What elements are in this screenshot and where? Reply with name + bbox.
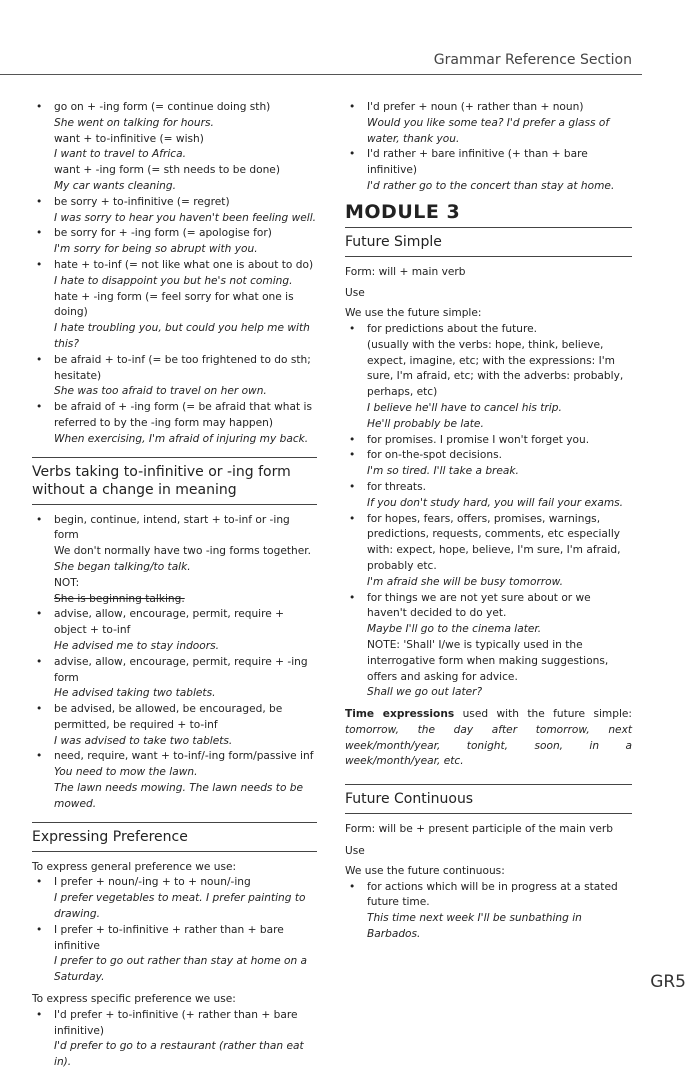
time-expressions-label: Time expressions bbox=[345, 708, 455, 721]
future-continuous-intro: We use the future continuous: bbox=[345, 864, 505, 877]
specific-pref-list bbox=[32, 1008, 317, 1071]
future-simple-form: Form: will + main verb bbox=[345, 265, 466, 278]
list-item bbox=[32, 875, 317, 922]
example-sentence: I was advised to take two tablets. bbox=[54, 734, 233, 747]
time-expressions-text: used with the future simple: bbox=[462, 708, 633, 721]
intro-list bbox=[32, 100, 317, 448]
example-sentence: He'll probably be late. bbox=[367, 417, 484, 430]
rule-text: • for on-the-spot decisions. bbox=[367, 449, 502, 462]
rule-text: She is beginning talking. bbox=[54, 592, 185, 605]
list-item bbox=[345, 512, 632, 591]
list-item bbox=[345, 480, 632, 512]
future-simple-use-label: Use bbox=[345, 287, 365, 300]
future-simple-list bbox=[345, 322, 632, 701]
rule-text: want + -ing form (= sth needs to be done) bbox=[54, 164, 280, 177]
example-sentence: She began talking/to talk. bbox=[54, 560, 191, 573]
rule-text: hate + -ing form (= feel sorry for what one is doing) bbox=[54, 290, 294, 319]
section-title-line: Verbs taking to-infinitive or -ing form bbox=[32, 463, 291, 480]
example-sentence: My car wants cleaning. bbox=[54, 179, 176, 192]
example-sentence: Shall we go out later? bbox=[367, 686, 483, 699]
list-item bbox=[345, 433, 632, 449]
rule-text: • hate + to-inf (= not like what one is about to do) bbox=[54, 258, 314, 271]
rule-text: want + to-infinitive (= wish) bbox=[54, 132, 204, 145]
future-continuous-list bbox=[345, 880, 632, 943]
rule-text: • go on + -ing form (= continue doing sth) bbox=[54, 101, 271, 113]
list-item bbox=[32, 100, 317, 195]
right-column bbox=[345, 100, 632, 943]
example-sentence: This time next week I'll be sunbathing in Barbados. bbox=[367, 912, 582, 941]
example-sentence: He advised taking two tablets. bbox=[54, 687, 216, 700]
example-sentence: I'd rather go to the concert than stay at home. bbox=[367, 179, 615, 192]
rule-text: • advise, allow, encourage, permit, require + -ing form bbox=[54, 655, 308, 684]
general-pref-intro: To express general preference we use: bbox=[32, 860, 237, 873]
list-item bbox=[345, 147, 632, 194]
example-sentence: She was too afraid to travel on her own. bbox=[54, 385, 267, 398]
section-rule bbox=[345, 813, 632, 814]
example-sentence: I'm so tired. I'll take a break. bbox=[367, 465, 519, 478]
list-item bbox=[32, 702, 317, 749]
example-sentence: I'm afraid she will be busy tomorrow. bbox=[367, 575, 563, 588]
example-sentence: I'm sorry for being so abrupt with you. bbox=[54, 243, 258, 256]
list-item bbox=[345, 100, 632, 147]
general-pref-list bbox=[32, 875, 317, 986]
list-item bbox=[32, 1008, 317, 1071]
example-sentence: I'd prefer to go to a restaurant (rather than eat in). bbox=[54, 1040, 304, 1069]
rule-text: • I'd rather + bare infinitive (+ than + bare infinitive) bbox=[367, 148, 588, 177]
example-sentence: I was sorry to hear you haven't been feeling well. bbox=[54, 211, 317, 224]
rule-text: • for actions which will be in progress at a stated future time. bbox=[367, 880, 618, 909]
rule-text: • be advised, be allowed, be encouraged, be permitted, be required + to-inf bbox=[54, 703, 283, 731]
list-item bbox=[32, 607, 317, 654]
example-sentence: I believe he'll have to cancel his trip. bbox=[367, 401, 562, 414]
list-item bbox=[32, 923, 317, 986]
section-rule bbox=[345, 256, 632, 257]
list-item bbox=[32, 226, 317, 258]
rule-text: • for promises. I promise I won't forget you. bbox=[367, 433, 590, 446]
left-column bbox=[32, 100, 317, 1071]
rule-text: • for things we are not yet sure about or we haven't decided to do yet. bbox=[367, 591, 591, 620]
rule-text: • need, require, want + to-inf/-ing form/passive inf bbox=[54, 750, 314, 763]
example-sentence: When exercising, I'm afraid of injuring my back. bbox=[54, 432, 309, 445]
example-sentence: She went on talking for hours. bbox=[54, 116, 214, 129]
rule-text: • I prefer + noun/-ing + to + noun/-ing bbox=[54, 876, 251, 889]
pref-continued-list bbox=[345, 100, 632, 195]
rule-text: • I'd prefer + to-infinitive (+ rather than + bare infinitive) bbox=[54, 1008, 298, 1037]
running-header: Grammar Reference Section bbox=[433, 52, 632, 68]
rule-text: • for threats. bbox=[367, 480, 426, 493]
example-sentence: I prefer vegetables to meat. I prefer painting to drawing. bbox=[54, 892, 306, 921]
section-rule bbox=[32, 851, 317, 852]
example-sentence: If you don't study hard, you will fail your exams. bbox=[367, 496, 624, 509]
example-sentence: You need to mow the lawn. bbox=[54, 766, 198, 779]
rule-text: NOT: bbox=[54, 576, 80, 589]
list-item bbox=[345, 880, 632, 943]
example-sentence: I hate to disappoint you but he's not coming. bbox=[54, 274, 293, 287]
list-item bbox=[32, 400, 317, 447]
example-sentence: I hate troubling you, but could you help me with this? bbox=[54, 322, 310, 350]
rule-text: • for hopes, fears, offers, promises, warnings, predictions, requests, comments, etc especially with: expect, hope, believe, I'm sure, I'm afraid, probably etc. bbox=[367, 512, 621, 572]
rule-text: • I'd prefer + noun (+ rather than + noun) bbox=[367, 101, 584, 113]
rule-text: • be sorry + to-infinitive (= regret) bbox=[54, 195, 230, 208]
list-item bbox=[345, 591, 632, 702]
rule-text: (usually with the verbs: hope, think, believe, expect, imagine, etc; with the expressions: I'm sure, I'm afraid, etc; with the adverbs: probably, perhaps, etc) bbox=[367, 338, 624, 399]
list-item bbox=[345, 322, 632, 433]
list-item bbox=[345, 448, 632, 480]
verbs-list bbox=[32, 513, 317, 813]
rule-text: NOTE: 'Shall' I/we is typically used in the interrogative form when making suggestions, offers and asking for advice. bbox=[367, 638, 609, 683]
list-item bbox=[32, 749, 317, 812]
time-expressions bbox=[345, 707, 632, 770]
rule-text: • be afraid of + -ing form (= be afraid that what is referred to by the -ing form may happen) bbox=[54, 401, 313, 429]
example-sentence: I want to travel to Africa. bbox=[54, 148, 186, 161]
list-item bbox=[32, 258, 317, 353]
page-number: GR5 bbox=[650, 972, 686, 992]
rule-text: • I prefer + to-infinitive + rather than + bare infinitive bbox=[54, 923, 284, 952]
future-continuous-form: Form: will be + present participle of the main verb bbox=[345, 823, 613, 836]
rule-text: • be sorry for + -ing form (= apologise for) bbox=[54, 227, 272, 240]
header-rule bbox=[0, 74, 642, 75]
list-item bbox=[32, 353, 317, 400]
rule-text: • advise, allow, encourage, permit, require + object + to-inf bbox=[54, 608, 285, 637]
example-sentence: The lawn needs mowing. The lawn needs to be mowed. bbox=[54, 782, 304, 810]
rule-text: • be afraid + to-inf (= be too frightened to do sth; hesitate) bbox=[54, 353, 311, 382]
section-title-preference: Expressing Preference bbox=[32, 822, 317, 846]
list-item bbox=[32, 655, 317, 702]
list-item bbox=[32, 195, 317, 227]
module-title: MODULE 3 bbox=[345, 200, 461, 223]
section-title-future-simple: Future Simple bbox=[345, 227, 632, 251]
future-simple-intro: We use the future simple: bbox=[345, 307, 482, 320]
example-sentence: Would you like some tea? I'd prefer a glass of water, thank you. bbox=[367, 116, 610, 145]
example-sentence: Maybe I'll go to the cinema later. bbox=[367, 623, 542, 636]
time-expressions-list: tomorrow, the day after tomorrow, next week/month/year, tonight, soon, in a week/month/year, etc. bbox=[345, 723, 632, 768]
example-sentence: I prefer to go out rather than stay at home on a Saturday. bbox=[54, 955, 308, 984]
rule-text: • for predictions about the future. bbox=[367, 322, 537, 335]
example-sentence: He advised me to stay indoors. bbox=[54, 639, 220, 652]
specific-pref-intro: To express specific preference we use: bbox=[32, 993, 236, 1006]
section-rule bbox=[32, 504, 317, 505]
section-title-verbs bbox=[32, 457, 317, 499]
section-title-future-continuous: Future Continuous bbox=[345, 784, 632, 808]
rule-text: We don't normally have two -ing forms together. bbox=[54, 545, 311, 558]
future-continuous-use-label: Use bbox=[345, 845, 365, 858]
section-title-line: without a change in meaning bbox=[32, 481, 237, 498]
rule-text: • begin, continue, intend, start + to-inf or -ing form bbox=[54, 513, 290, 542]
list-item bbox=[32, 513, 317, 608]
